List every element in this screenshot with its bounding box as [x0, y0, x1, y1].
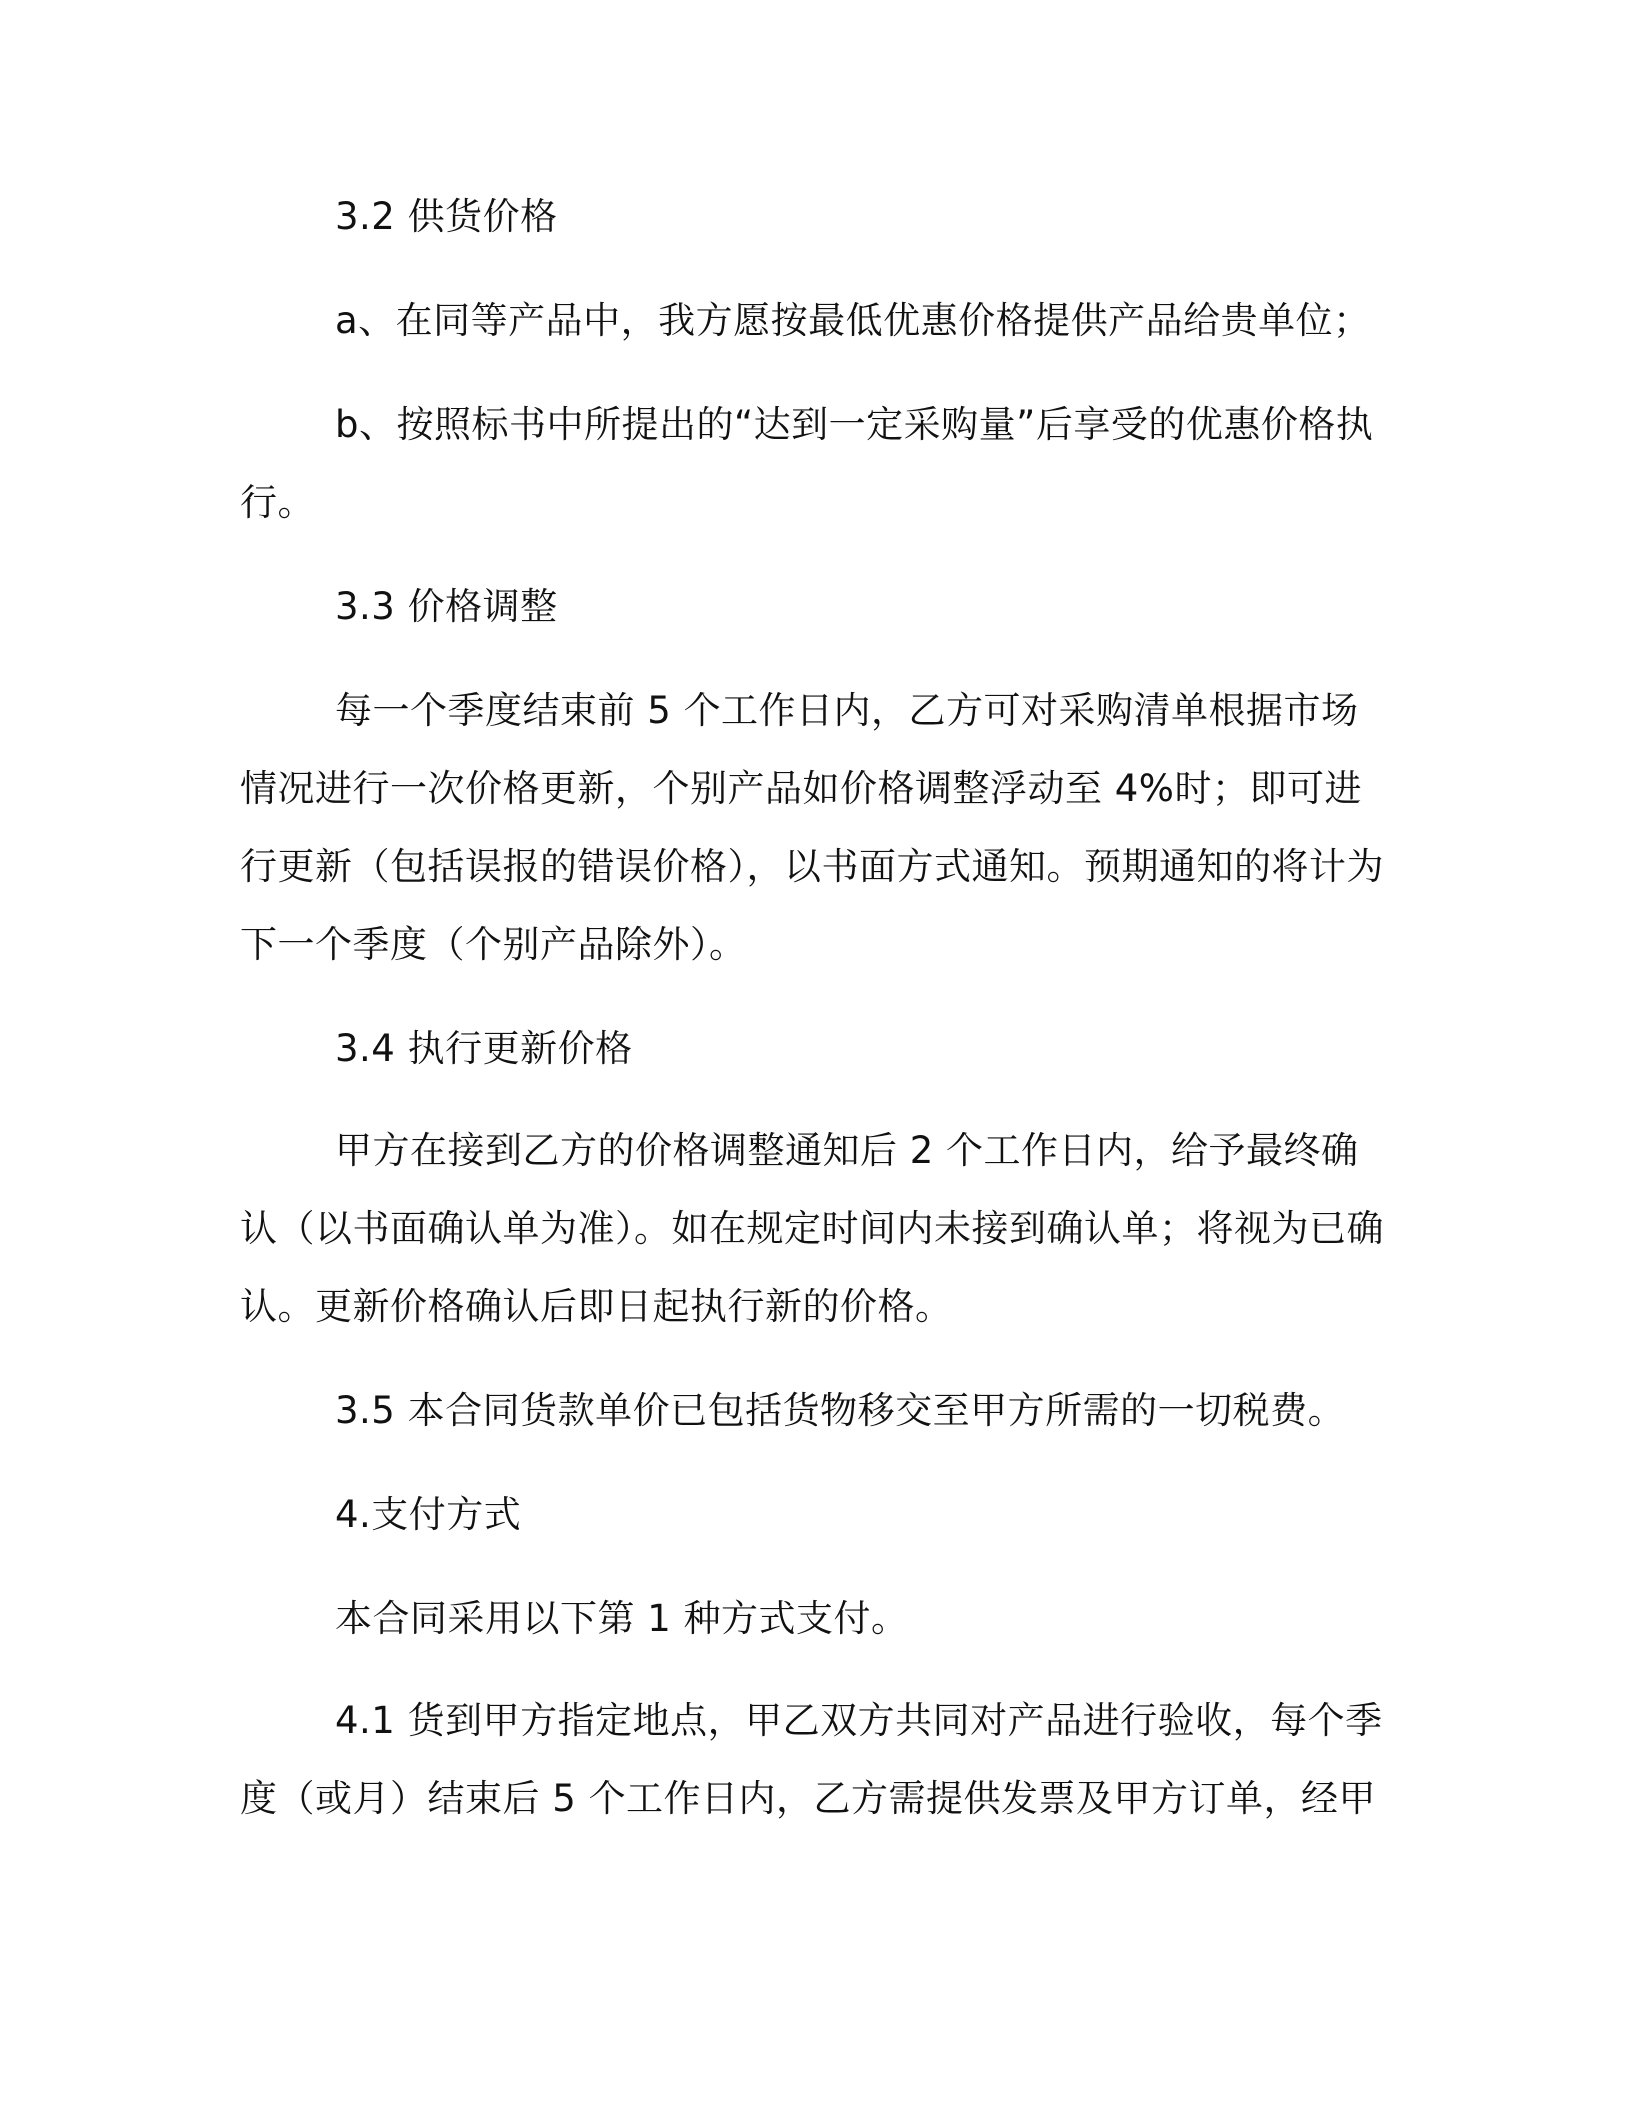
paragraph-3-5: 3.5 本合同货款单价已包括货物移交至甲方所需的一切税费。 — [335, 1389, 1346, 1432]
paragraph-price-confirmation: 甲方在接到乙方的价格调整通知后 2 个工作日内，给予最终确认（以书面确认单为准）。如在规定时间内未接到确认单；将视为已确认。更新价格确认后即日起执行新的价格。 — [240, 1129, 1384, 1328]
section-heading-3-4: 3.4 执行更新价格 — [335, 1027, 633, 1070]
paragraph-4-1: 4.1 货到甲方指定地点，甲乙双方共同对产品进行验收，每个季度（或月）结束后 5 个工作日内，乙方需提供发票及甲方订单，经甲 — [240, 1699, 1383, 1820]
paragraph-a: a、在同等产品中，我方愿按最低优惠价格提供产品给贵单位； — [335, 299, 1371, 342]
section-heading-3-2: 3.2 供货价格 — [335, 195, 558, 238]
section-heading-4: 4.支付方式 — [335, 1493, 522, 1536]
paragraph-b: b、按照标书中所提出的“达到一定采购量”后享受的优惠价格执行。 — [240, 403, 1374, 524]
paragraph-payment-method: 本合同采用以下第 1 种方式支付。 — [335, 1597, 909, 1640]
paragraph-price-adjustment: 每一个季度结束前 5 个工作日内，乙方可对采购清单根据市场情况进行一次价格更新，个别产品如价格调整浮动至 4%时；即可进行更新（包括误报的错误价格），以书面方式通知。预期通知的将计为下一个季度（个别产品除外）。 — [240, 689, 1384, 966]
section-heading-3-3: 3.3 价格调整 — [335, 585, 558, 628]
